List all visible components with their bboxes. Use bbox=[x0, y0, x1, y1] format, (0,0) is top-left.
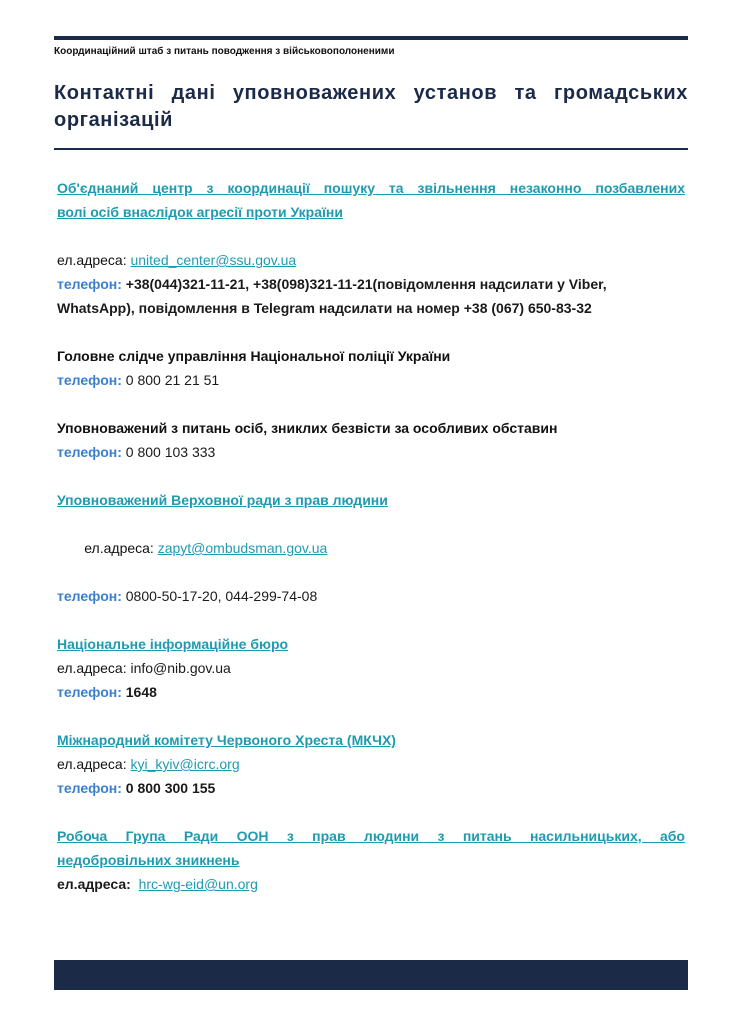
org-icrc bbox=[57, 728, 685, 800]
phone-label: телефон: bbox=[57, 444, 126, 460]
org-name-link[interactable]: недобровільних зникнень bbox=[57, 852, 240, 868]
email-label: ел.адреса: bbox=[57, 252, 131, 268]
org-name-link[interactable]: Уповноважений Верховної ради з прав людини bbox=[57, 492, 388, 508]
email-row bbox=[57, 872, 685, 896]
email-label: ел.адреса: bbox=[57, 660, 131, 676]
email-row bbox=[57, 248, 685, 272]
org-un-working-group bbox=[57, 824, 685, 896]
phone-row bbox=[57, 776, 685, 800]
org-name-link[interactable]: волі осіб внаслідок агресії проти України bbox=[57, 204, 343, 220]
org-name-link[interactable]: Міжнародний комітету Червоного Хреста (МКЧХ) bbox=[57, 732, 396, 748]
phone-row bbox=[57, 368, 685, 392]
phone-value: 1648 bbox=[125, 684, 157, 700]
phone-label: телефон: bbox=[57, 684, 126, 700]
contacts-list bbox=[57, 176, 685, 920]
phone-value: +38(044)321-11-21, +38(098)321-11-21(повідомлення надсилати у Viber, WhatsApp), повідомлення в Telegram надсилати на номер +38 (067) 650-83-32 bbox=[57, 276, 607, 316]
phone-row bbox=[57, 584, 685, 608]
org-missing-persons bbox=[57, 416, 685, 464]
email-link[interactable]: hrc-wg-eid@un.org bbox=[138, 876, 258, 892]
org-name-link[interactable]: Робоча Група Ради ООН з прав людини з питань насильницьких, або bbox=[57, 828, 685, 844]
org-united-center bbox=[57, 176, 685, 320]
org-name-link[interactable]: Об'єднаний центр з координації пошуку та звільнення незаконно позбавлених bbox=[57, 180, 685, 196]
email-row bbox=[57, 752, 685, 776]
email-label: ел.адреса: bbox=[57, 876, 135, 892]
phone-row bbox=[57, 272, 685, 320]
phone-value: 0 800 300 155 bbox=[125, 780, 216, 796]
email-label: ел.адреса: bbox=[80, 540, 158, 556]
phone-row bbox=[57, 440, 685, 464]
email-label: ел.адреса: bbox=[57, 756, 131, 772]
phone-label: телефон: bbox=[57, 588, 126, 604]
email-row bbox=[57, 656, 685, 680]
phone-row bbox=[57, 680, 685, 704]
org-name: Уповноважений з питань осіб, зниклих безвісти за особливих обставин bbox=[57, 420, 558, 436]
email-link[interactable]: kyi_kyiv@icrc.org bbox=[130, 756, 240, 772]
org-nib bbox=[57, 632, 685, 704]
org-name: Головне слідче управління Національної поліції України bbox=[57, 348, 451, 364]
email-row bbox=[57, 512, 685, 584]
top-rule bbox=[54, 36, 688, 40]
org-police bbox=[57, 344, 685, 392]
phone-label: телефон: bbox=[57, 372, 126, 388]
org-name-link[interactable]: Національне інформаційне бюро bbox=[57, 636, 289, 652]
title-rule bbox=[54, 148, 688, 150]
phone-value: 0 800 103 333 bbox=[125, 444, 216, 460]
phone-label: телефон: bbox=[57, 276, 126, 292]
email-link[interactable]: united_center@ssu.gov.ua bbox=[130, 252, 297, 268]
phone-value: 0800-50-17-20, 044-299-74-08 bbox=[125, 588, 318, 604]
email-value: info@nib.gov.ua bbox=[130, 660, 231, 676]
phone-label: телефон: bbox=[57, 780, 126, 796]
footer-bar bbox=[54, 960, 688, 990]
phone-value: 0 800 21 21 51 bbox=[125, 372, 220, 388]
page-title: Контактні дані уповноважених установ та громадських організацій bbox=[54, 82, 688, 131]
org-ombudsman bbox=[57, 488, 685, 608]
email-link[interactable]: zapyt@ombudsman.gov.ua bbox=[157, 540, 328, 556]
header-text: Координаційний штаб з питань поводження з військовополоненими bbox=[54, 46, 395, 57]
